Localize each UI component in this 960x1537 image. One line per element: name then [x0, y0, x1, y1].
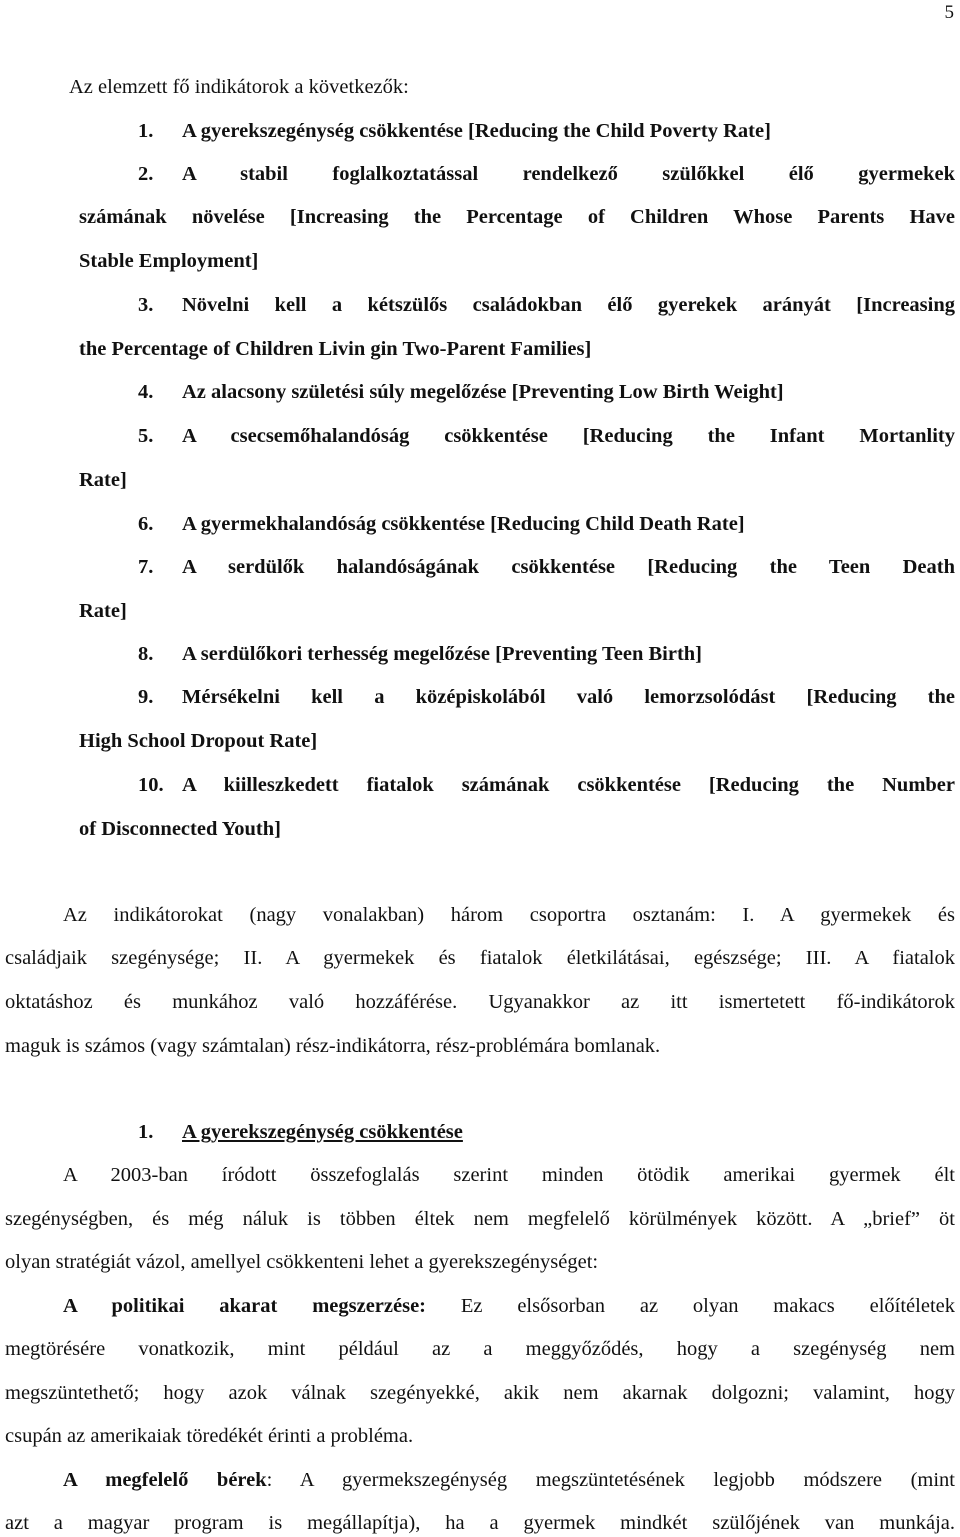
page-number: 5	[944, 2, 954, 23]
document-page: 5 Az elemzett fő indikátorok a következők: 1. A gyerekszegénység csökkentése [Reducing the Child Poverty Rate] 2. A stabil foglalkoztatással rendelkező szülőkkel élő gyermekek számának növelése [Increasing the Percentage of Children Whose Parents Have Stable Employment] 3. Növelni kell a kétszülős családokban élő gyerekek arányát [Increasing the Percentage of Children Livin gin Two-Parent Families] 4. Az alacsony születési súly megelőzése [Preventing Low Birth Weight] 5. A csecsemőhalandóság csökkentése [Reducing the Infant Mortanlity Rate] 6. A gyermekhalandóság csökkentése [Reducing Child Death Rate] 7. A serdülők halandóságának csökkentése [Reducing the Teen Death Rate] 8. A serdülőkori terhesség megelőzése [Preventing Teen Birth] 9. Mérsékelni kell a középiskolából való lemorzsolódást [Reducing the High School Dropout Rate] 10. A kiilleszkedett fiatalok számának csökkentése [Reducing the Number of Disconnected Youth] Az indikátorokat (nagy vonalakban) három csoportra osztanám: I. A gyermekek és családjaik szegénysége; II. A gyermekek és fiatalok életkilátásai, egészsége; III. A fiatalok oktatáshoz és munkához való hozzáférése. Ugyanakkor az itt ismertetett fő-indikátorok maguk is számos (vagy számtalan) rész-indikátorra, rész-problémára bomlanak. 1. A gyerekszegénység csökkentése A 2003-ban íródott összefoglalás szerint minden ötödik amerikai gyermek élt szegénységben, és még náluk is többen éltek nem megfelelő körülmények között. A „brief” öt olyan stratégiát vázol, amellyel csökkenteni lehet a gyerekszegénységet: A politikai akarat megszerzése: Ez elsősorban az olyan makacs előítéletek megtörésére vonatkozik, mint például az a meggyőződés, hogy a szegénység nem megszüntethető; hogy azok válnak szegényekké, akik nem akarnak dolgozni; valamint, hogy csupán az amerikaiak töredékét érinti a probléma. A megfelelő bérek: A gyermekszegénység megszüntetésének legjobb módszere (mint azt a magyar program is megállapítja), ha a gyermek mindkét szülőjének van munkája.	[5, 2, 955, 1534]
bold-lead: A politikai akarat megszerzése:	[63, 1295, 427, 1317]
intro-text: Az elemzett fő indikátorok a következők:	[69, 76, 409, 98]
section-title: A gyerekszegénység csökkentése	[182, 1121, 463, 1143]
bold-lead: A megfelelő bérek	[63, 1469, 267, 1491]
